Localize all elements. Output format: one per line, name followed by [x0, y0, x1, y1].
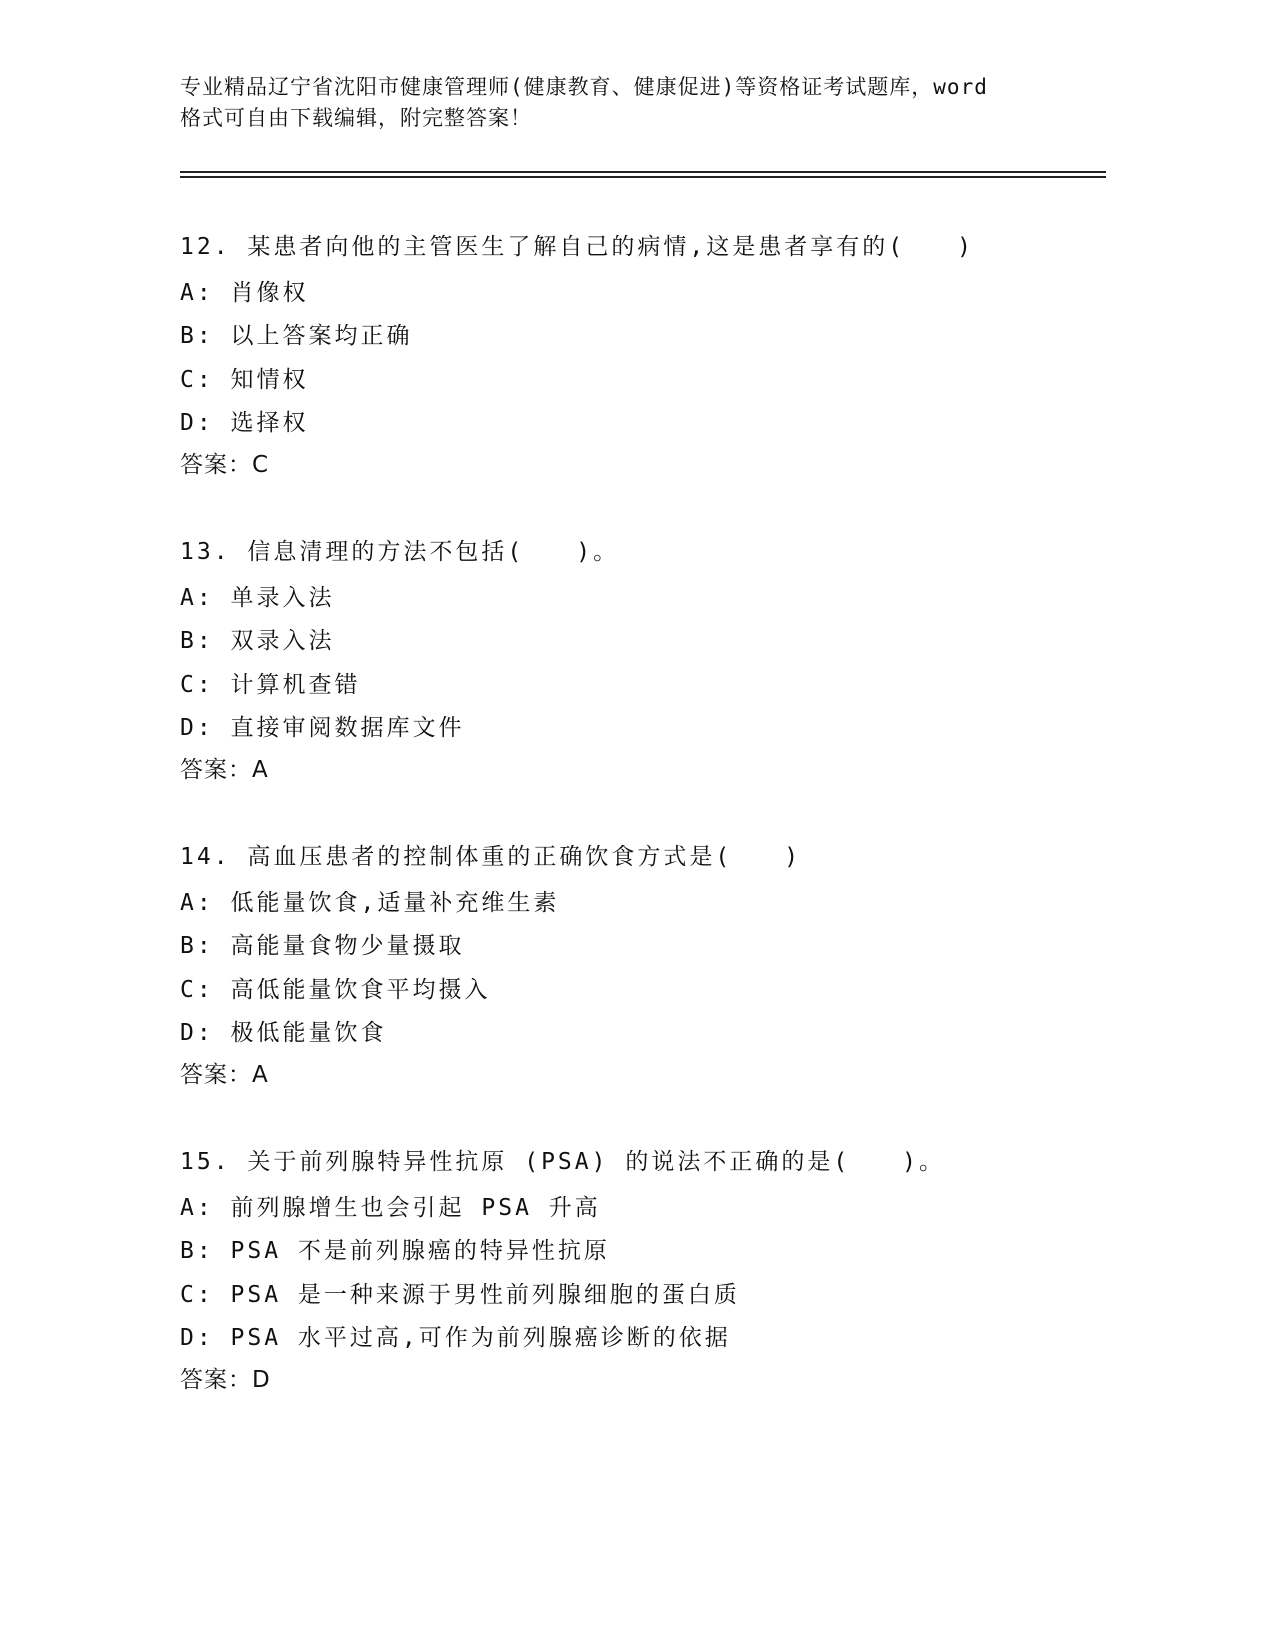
answer-line: 答案：A [180, 757, 269, 783]
question-stem: 15. 关于前列腺特异性抗原 (PSA) 的说法不正确的是( )。 [180, 1149, 946, 1175]
option-b: B: 双录入法 [180, 628, 335, 654]
option-a: A: 单录入法 [180, 585, 335, 611]
option-b: B: 以上答案均正确 [180, 323, 413, 349]
option-b: B: PSA 不是前列腺癌的特异性抗原 [180, 1238, 610, 1264]
header-line-1: 专业精品辽宁省沈阳市健康管理师(健康教育、健康促进)等资格证考试题库，word [180, 75, 988, 99]
option-c: C: PSA 是一种来源于男性前列腺细胞的蛋白质 [180, 1282, 740, 1308]
header-divider-bottom [180, 176, 1106, 178]
question-stem: 12. 某患者向他的主管医生了解自己的病情,这是患者享有的( ) [180, 234, 974, 260]
option-a: A: 肖像权 [180, 280, 309, 306]
option-c: C: 高低能量饮食平均摄入 [180, 977, 491, 1003]
question-item-14 [180, 830, 1120, 1135]
document-header [180, 72, 1060, 134]
question-item-15 [180, 1135, 1120, 1440]
header-divider-top [180, 171, 1106, 173]
option-d: D: 选择权 [180, 410, 309, 436]
header-line-2: 格式可自由下载编辑，附完整答案！ [180, 106, 532, 130]
option-d: D: PSA 水平过高,可作为前列腺癌诊断的依据 [180, 1325, 731, 1351]
option-d: D: 极低能量饮食 [180, 1020, 387, 1046]
question-list [180, 220, 1120, 1440]
option-b: B: 高能量食物少量摄取 [180, 933, 465, 959]
option-c: C: 计算机查错 [180, 672, 361, 698]
question-item-12 [180, 220, 1120, 525]
option-d: D: 直接审阅数据库文件 [180, 715, 465, 741]
question-stem: 13. 信息清理的方法不包括( )。 [180, 539, 620, 565]
answer-line: 答案：D [180, 1367, 271, 1393]
question-stem: 14. 高血压患者的控制体重的正确饮食方式是( ) [180, 844, 802, 870]
answer-line: 答案：A [180, 1062, 269, 1088]
question-item-13 [180, 525, 1120, 830]
option-a: A: 低能量饮食,适量补充维生素 [180, 890, 560, 916]
option-a: A: 前列腺增生也会引起 PSA 升高 [180, 1195, 601, 1221]
answer-line: 答案：C [180, 452, 270, 478]
option-c: C: 知情权 [180, 367, 309, 393]
